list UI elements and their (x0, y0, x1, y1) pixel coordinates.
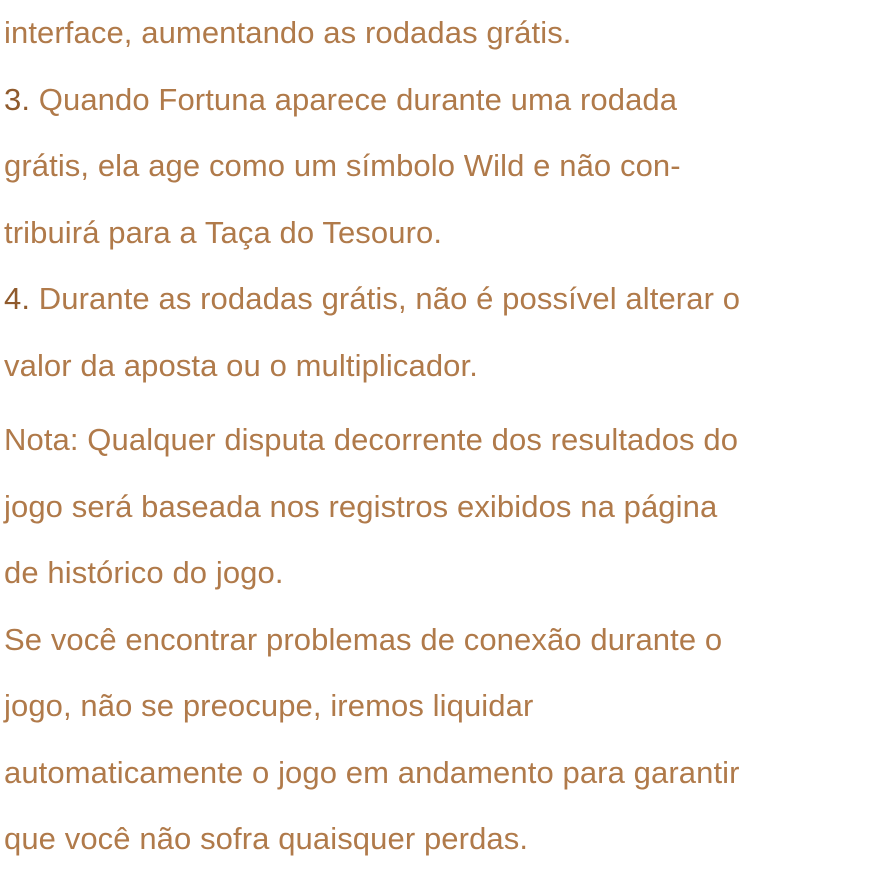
rules-document (4, 0, 895, 873)
note-line-3: de histórico do jogo. (4, 555, 284, 590)
rule-2-continuation: interface, aumentando as rodadas grátis. (4, 15, 572, 50)
rule-3-line-2: grátis, ela age como um símbolo Wild e não con- (4, 148, 681, 183)
connection-line-3: automaticamente o jogo em andamento para garantir (4, 754, 740, 790)
rule-3-text: Quando Fortuna aparece durante uma rodada (30, 81, 678, 117)
rule-3-number: 3. (4, 81, 31, 117)
rule-4-number: 4. (4, 281, 31, 316)
rule-4-line-2: valor da aposta ou o multiplicador. (4, 347, 478, 383)
rule-4-line-1 (4, 266, 895, 333)
connection-line-2: jogo, não se preocupe, iremos liquidar (4, 688, 534, 723)
note-line-2: jogo será baseada nos registros exibidos na página (4, 488, 718, 524)
rule-3-line-1 (4, 67, 895, 134)
connection-line-4: que você não sofra quaisquer perdas. (4, 821, 529, 856)
paragraph-gap (4, 399, 895, 407)
connection-line-1: Se você encontrar problemas de conexão durante o (4, 621, 723, 657)
note-line-1: Nota: Qualquer disputa decorrente dos resultados do (4, 422, 739, 457)
rule-4-text: Durante as rodadas grátis, não é possível alterar o (30, 281, 741, 316)
rule-3-line-3: tribuirá para a Taça do Tesouro. (4, 214, 443, 250)
